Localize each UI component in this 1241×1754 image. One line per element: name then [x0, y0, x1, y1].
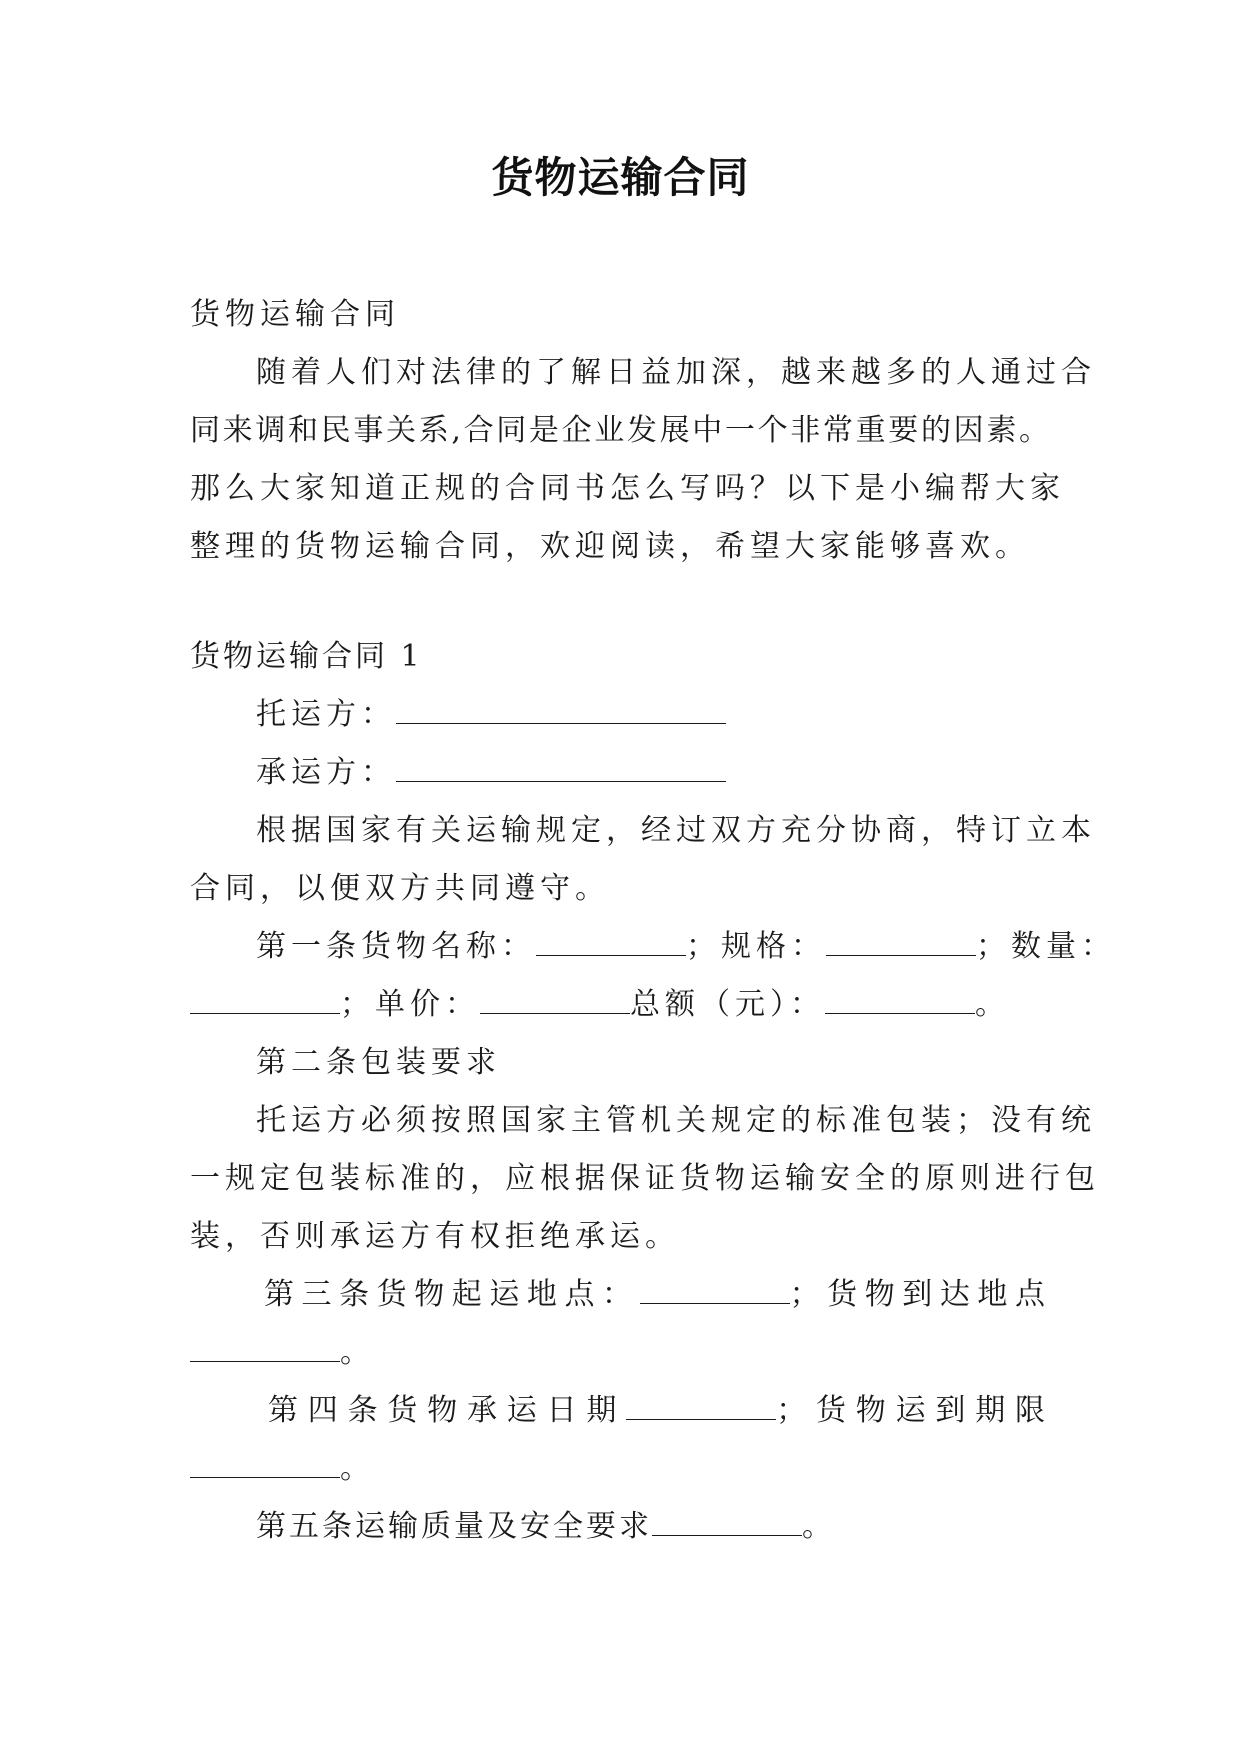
article1-price-label: ；单价： — [340, 987, 480, 1022]
article2-line-3: 装，否则承运方有权拒绝承运。 — [190, 1219, 680, 1254]
intro-line-2: 同来调和民事关系,合同是企业发展中一个非常重要的因素。 — [190, 413, 1050, 448]
delivery-deadline-blank[interactable] — [190, 1451, 340, 1478]
quality-blank[interactable] — [652, 1509, 802, 1536]
article1-end: 。 — [975, 987, 1010, 1022]
document-body — [190, 286, 1116, 1556]
destination-blank[interactable] — [190, 1335, 340, 1362]
subtitle: 货物运输合同 — [190, 297, 400, 332]
article5-line — [190, 1498, 1050, 1556]
carrier-label: 承运方： — [256, 755, 396, 790]
carrier-blank[interactable] — [396, 755, 726, 782]
article4-end: 。 — [340, 1451, 375, 1486]
shipper-blank[interactable] — [396, 697, 726, 724]
article1-qty-label: ；数量： — [976, 929, 1116, 964]
article1-total-label: 总额（元）： — [630, 987, 825, 1022]
article2-heading: 第二条包装要求 — [256, 1045, 501, 1080]
intro-line-1: 随着人们对法律的了解日益加深，越来越多的人通过合 — [256, 355, 1096, 390]
spec-blank[interactable] — [826, 929, 976, 956]
article4-mid: ；货物运到期限 — [776, 1393, 1051, 1428]
preamble-line-1: 根据国家有关运输规定，经过双方充分协商，特订立本 — [256, 813, 1096, 848]
article4-lead: 第四条货物承运日期 — [268, 1393, 627, 1428]
shipper-line — [190, 686, 1050, 744]
price-blank[interactable] — [480, 987, 630, 1014]
article4-line-1 — [190, 1382, 1050, 1440]
article5-lead: 第五条运输质量及安全要求 — [256, 1509, 652, 1544]
article4-line-2 — [190, 1440, 1050, 1498]
article1-line-2 — [190, 976, 1050, 1034]
carrier-line — [190, 744, 1050, 802]
article1-spec-label: ；规格： — [686, 929, 826, 964]
article1-line-1 — [190, 918, 1116, 976]
intro-line-3: 那么大家知道正规的合同书怎么写吗？以下是小编帮大家 — [190, 471, 1065, 506]
preamble-line-2: 合同，以便双方共同遵守。 — [190, 871, 610, 906]
intro-line-4: 整理的货物运输合同，欢迎阅读，希望大家能够喜欢。 — [190, 529, 1030, 564]
origin-blank[interactable] — [640, 1277, 790, 1304]
article2-line-1: 托运方必须按照国家主管机关规定的标准包装；没有统 — [256, 1103, 1096, 1138]
document-title: 货物运输合同 — [491, 153, 750, 202]
spacer — [190, 576, 1050, 628]
article3-end: 。 — [340, 1335, 375, 1370]
total-blank[interactable] — [825, 987, 975, 1014]
article3-line-2 — [190, 1324, 1050, 1382]
article5-end: 。 — [802, 1509, 835, 1544]
shipper-label: 托运方： — [256, 697, 396, 732]
ship-date-blank[interactable] — [626, 1393, 776, 1420]
article3-lead: 第三条货物起运地点： — [264, 1277, 640, 1312]
goods-name-blank[interactable] — [536, 929, 686, 956]
article1-lead: 第一条货物名称： — [256, 929, 536, 964]
section-heading: 货物运输合同 1 — [190, 639, 423, 674]
article2-line-2: 一规定包装标准的，应根据保证货物运输安全的原则进行包 — [190, 1161, 1100, 1196]
article3-line-1 — [190, 1266, 1050, 1324]
qty-blank[interactable] — [190, 987, 340, 1014]
article3-mid: ；货物到达地点 — [789, 1277, 1050, 1312]
